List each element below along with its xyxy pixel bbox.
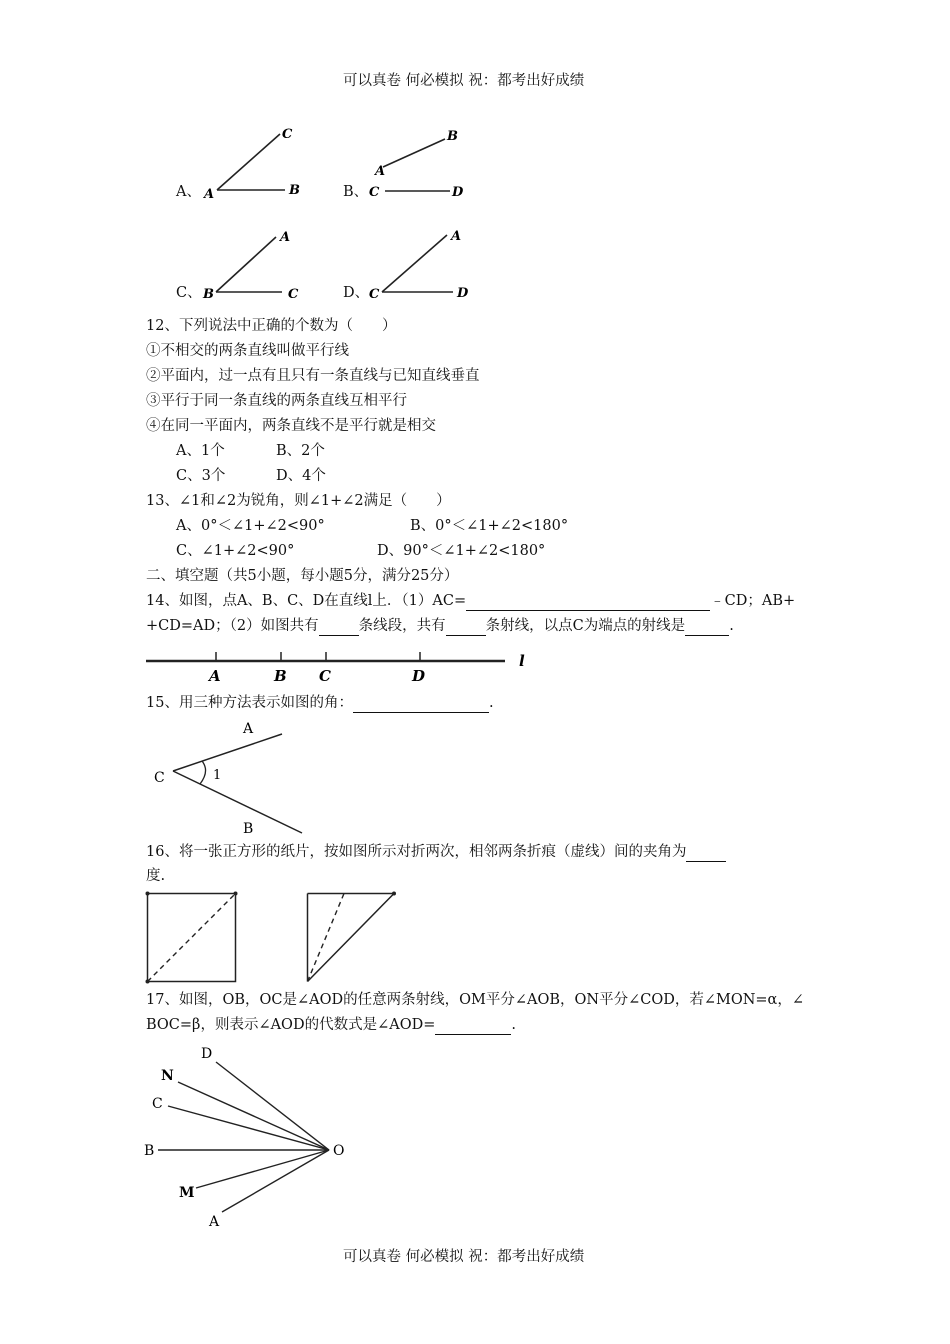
q15-angle-mark: 1: [213, 768, 222, 783]
q11c-point-c: C: [288, 287, 299, 302]
q11b-point-d: D: [452, 185, 464, 200]
q15-text-a: 15、用三种方法表示如图的角：: [146, 695, 353, 711]
q17-blank[interactable]: [435, 1019, 511, 1035]
q14-line-2: [146, 616, 734, 636]
q13-stem: 13、∠1和∠2为锐角，则∠1+∠2满足（ ）: [146, 493, 451, 509]
q16-fold-figure-2: [300, 888, 405, 986]
q12-option-a: A、1个: [176, 443, 225, 459]
page-footer: 可以真卷 何必模拟 祝：都考出好成绩: [343, 1249, 585, 1265]
q17-point-d: D: [201, 1046, 213, 1062]
q16-blank[interactable]: [686, 846, 726, 862]
q14-blank-ray-c[interactable]: [685, 620, 729, 636]
q14-blank-segments[interactable]: [319, 620, 359, 636]
q17-point-o: O: [333, 1143, 345, 1159]
q14-point-c: C: [319, 667, 331, 685]
q17-point-n: N: [161, 1068, 174, 1084]
q14-point-d: D: [412, 667, 426, 685]
q11d-point-c: C: [369, 287, 380, 302]
q11-option-c-label: C、: [176, 285, 202, 301]
q14-text-b: ﹣CD；AB+: [710, 593, 796, 609]
q11d-point-d: D: [457, 286, 469, 301]
q14-text-f: .: [729, 618, 734, 634]
q15-point-c: C: [154, 770, 165, 786]
q11-option-b-figure: [365, 122, 475, 202]
q13-option-a: A、0°＜∠1+∠2<90°: [176, 518, 325, 534]
q11d-point-a: A: [451, 229, 462, 244]
q15-angle-figure: [150, 715, 320, 840]
q15-line: [146, 693, 494, 713]
q12-option-b: B、2个: [276, 443, 325, 459]
q15-text-b: .: [488, 695, 494, 711]
q12-option-d: D、4个: [276, 468, 326, 484]
q11-option-c-figure: [200, 225, 310, 305]
q13-option-b: B、0°＜∠1+∠2<180°: [410, 518, 569, 534]
page-header: 可以真卷 何必模拟 祝：都考出好成绩: [343, 73, 585, 89]
q17-line-1: 17、如图，OB，OC是∠AOD的任意两条射线，OM平分∠AOB，ON平分∠COD，若∠MON=α，∠: [146, 992, 804, 1008]
q17-point-b: B: [144, 1143, 155, 1159]
q14-text-d: 条线段，共有: [358, 618, 446, 634]
q16-line-2: 度.: [146, 868, 166, 884]
q15-point-b: B: [243, 821, 254, 837]
section-fill-in-title: 二、填空题（共5小题，每小题5分，满分25分）: [146, 568, 459, 584]
q16-text-a: 16、将一张正方形的纸片，按如图所示对折两次，相邻两条折痕（虚线）间的夹角为: [146, 844, 687, 860]
q11a-point-a: A: [204, 187, 215, 202]
q11b-point-c: C: [369, 185, 380, 200]
q14-point-a: A: [209, 667, 221, 685]
q11-option-a-figure: [200, 122, 310, 202]
q11c-point-a: A: [280, 230, 291, 245]
q14-point-b: B: [274, 667, 287, 685]
q12-item-1: ①不相交的两条直线叫做平行线: [146, 343, 349, 359]
q14-text-e: 条射线，以点C为端点的射线是: [485, 618, 686, 634]
q11a-point-b: B: [289, 183, 300, 198]
q12-item-2: ②平面内，过一点有且只有一条直线与已知直线垂直: [146, 368, 480, 384]
q14-line-figure: [140, 645, 540, 685]
q15-point-a: A: [243, 721, 254, 737]
q15-blank[interactable]: [353, 697, 489, 713]
q14-text-c: +CD=AD；（2）如图共有: [146, 618, 319, 634]
q17-line-2: [146, 1015, 516, 1035]
q11-option-b-label: B、: [343, 184, 369, 200]
q16-fold-figure-1: [140, 888, 245, 986]
q17-text-b: .: [511, 1017, 516, 1033]
q17-point-a: A: [209, 1214, 220, 1230]
q11-option-d-figure: [365, 225, 475, 305]
q12-stem: 12、下列说法中正确的个数为（ ）: [146, 318, 397, 334]
q17-point-c: C: [152, 1096, 163, 1112]
q14-line-1: [146, 591, 795, 611]
q14-line-name: l: [519, 652, 525, 670]
q14-text-a: 14、如图，点A、B、C、D在直线l上．（1）AC=: [146, 593, 467, 609]
q11-option-a-label: A、: [176, 184, 201, 200]
q14-blank-ac[interactable]: [466, 595, 710, 611]
q13-option-d: D、90°＜∠1+∠2<180°: [377, 543, 546, 559]
q17-text-a: BOC=β，则表示∠AOD的代数式是∠AOD=: [146, 1017, 436, 1033]
q13-option-c: C、∠1+∠2<90°: [176, 543, 295, 559]
q12-item-4: ④在同一平面内，两条直线不是平行就是相交: [146, 418, 436, 434]
q12-option-c: C、3个: [176, 468, 226, 484]
q11a-point-c: C: [282, 127, 293, 142]
q11b-point-a: A: [375, 164, 386, 179]
q17-point-m: M: [179, 1185, 195, 1201]
q11c-point-b: B: [203, 287, 214, 302]
q16-line-1: [146, 842, 726, 862]
q12-item-3: ③平行于同一条直线的两条直线互相平行: [146, 393, 407, 409]
q14-blank-rays[interactable]: [446, 620, 486, 636]
q17-rays-figure: [140, 1040, 360, 1235]
q11-option-d-label: D、: [343, 285, 370, 301]
q11b-point-b: B: [447, 129, 458, 144]
